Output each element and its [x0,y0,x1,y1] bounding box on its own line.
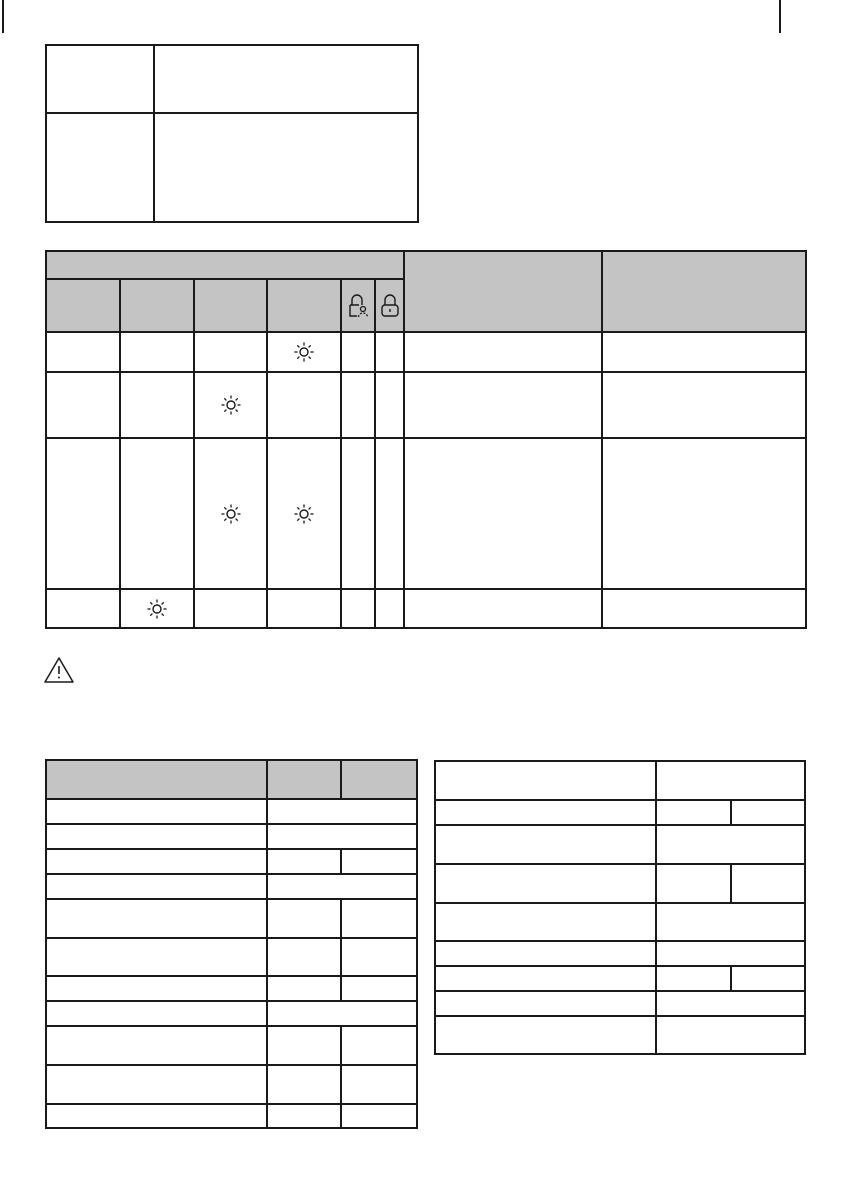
spec-cell [46,938,267,976]
led-header-cell [404,251,602,332]
spec-row [46,1001,417,1026]
led-cell [341,332,375,372]
spec-cell [435,825,656,864]
spec-cell [46,1026,267,1065]
spec-cell [656,941,805,966]
legend-cell [46,113,154,222]
led-cell [404,589,602,628]
led-cell [194,332,267,372]
spec-row [435,825,805,864]
led-cell [375,372,404,438]
led-cell [602,438,806,589]
led-status-table [45,250,807,629]
spec-cell [656,903,805,941]
spec-cell [435,864,656,903]
spec-header-cell [435,761,656,800]
spec-cell [435,991,656,1016]
spec-cell [267,976,341,1001]
led-cell [602,589,806,628]
spec-cell [267,799,417,824]
led-row [46,589,806,628]
led-cell [267,438,341,589]
legend-row [46,113,418,222]
legend-cell [46,45,154,113]
spec-cell [656,991,805,1016]
legend-cell [154,113,418,222]
warning-triangle-icon [43,656,75,684]
spec-cell [46,976,267,1001]
led-cell [46,372,120,438]
legend-table [45,44,419,223]
spec-cell [46,799,267,824]
padlock-icon [379,293,401,319]
spec-header-row [435,761,805,800]
led-cell [404,372,602,438]
led-subheader-cell [267,279,341,332]
spec-row [46,1065,417,1104]
led-cell [602,372,806,438]
spec-row [46,799,417,824]
spec-cell [46,1001,267,1026]
spec-row [46,874,417,899]
led-cell [120,589,194,628]
spec-row [46,899,417,938]
led-row [46,332,806,372]
spec-cell [341,1065,417,1104]
spec-header-cell [341,760,417,799]
spec-cell [267,849,341,874]
led-cell [120,438,194,589]
led-cell [375,332,404,372]
led-cell [46,332,120,372]
led-cell [194,438,267,589]
led-cell [404,332,602,372]
spec-cell [46,899,267,938]
spec-cell [341,1026,417,1065]
led-row [46,438,806,589]
spec-cell [267,899,341,938]
sun-led-icon [219,393,243,417]
led-cell [46,589,120,628]
spec-cell [341,976,417,1001]
spec-row [435,864,805,903]
spec-cell [731,800,805,825]
led-cell [375,589,404,628]
spec-row [435,966,805,991]
spec-cell [435,800,656,825]
led-cell [341,372,375,438]
led-cell [404,438,602,589]
spec-cell [341,849,417,874]
spec-cell [267,1026,341,1065]
spec-row [435,800,805,825]
spec-header-cell [656,761,805,800]
led-cell [267,332,341,372]
led-header-cell [46,251,404,279]
sun-led-icon [292,340,316,364]
spec-cell [46,1104,267,1128]
spec-header-cell [267,760,341,799]
spec-cell [46,849,267,874]
spec-row [46,824,417,849]
led-row [46,372,806,438]
person-lock-icon [346,293,370,319]
spec-cell [731,966,805,991]
sun-led-icon [219,502,243,526]
led-cell [194,589,267,628]
spec-cell [341,938,417,976]
led-cell [120,332,194,372]
spec-cell [435,1016,656,1054]
led-cell [341,589,375,628]
spec-cell [341,1104,417,1128]
led-cell [267,589,341,628]
sun-led-icon [145,597,169,621]
spec-cell [656,1016,805,1054]
spec-cell [46,1065,267,1104]
spec-row [46,976,417,1001]
spec-cell [267,1001,417,1026]
led-subheader-cell [194,279,267,332]
led-cell [375,438,404,589]
spec-cell [341,899,417,938]
spec-cell [435,941,656,966]
spec-row [46,1026,417,1065]
spec-header-row [46,760,417,799]
led-subheader-cell [341,279,375,332]
spec-cell [267,824,417,849]
spec-cell [656,864,731,903]
led-header-cell [602,251,806,332]
spec-cell [731,864,805,903]
spec-cell [46,874,267,899]
spec-cell [435,966,656,991]
spec-row [435,991,805,1016]
led-cell [341,438,375,589]
led-cell [46,438,120,589]
spec-cell [267,938,341,976]
spec-row [46,1104,417,1128]
spec-row [435,1016,805,1054]
led-subheader-cell [46,279,120,332]
led-cell [120,372,194,438]
spec-header-cell [46,760,267,799]
spec-row [46,849,417,874]
spec-table-right [434,760,806,1055]
spec-cell [656,966,731,991]
led-cell [602,332,806,372]
led-cell [194,372,267,438]
spec-cell [267,1065,341,1104]
spec-row [435,941,805,966]
legend-cell [154,45,418,113]
led-header-row [46,251,806,279]
led-subheader-cell [120,279,194,332]
spec-cell [267,1104,341,1128]
spec-cell [656,800,731,825]
sun-led-icon [292,502,316,526]
spec-cell [46,824,267,849]
spec-table-left [45,759,418,1129]
spec-cell [267,874,417,899]
legend-row [46,45,418,113]
spec-row [46,938,417,976]
led-cell [267,372,341,438]
spec-row [435,903,805,941]
spec-cell [435,903,656,941]
spec-cell [656,825,805,864]
led-subheader-cell [375,279,404,332]
